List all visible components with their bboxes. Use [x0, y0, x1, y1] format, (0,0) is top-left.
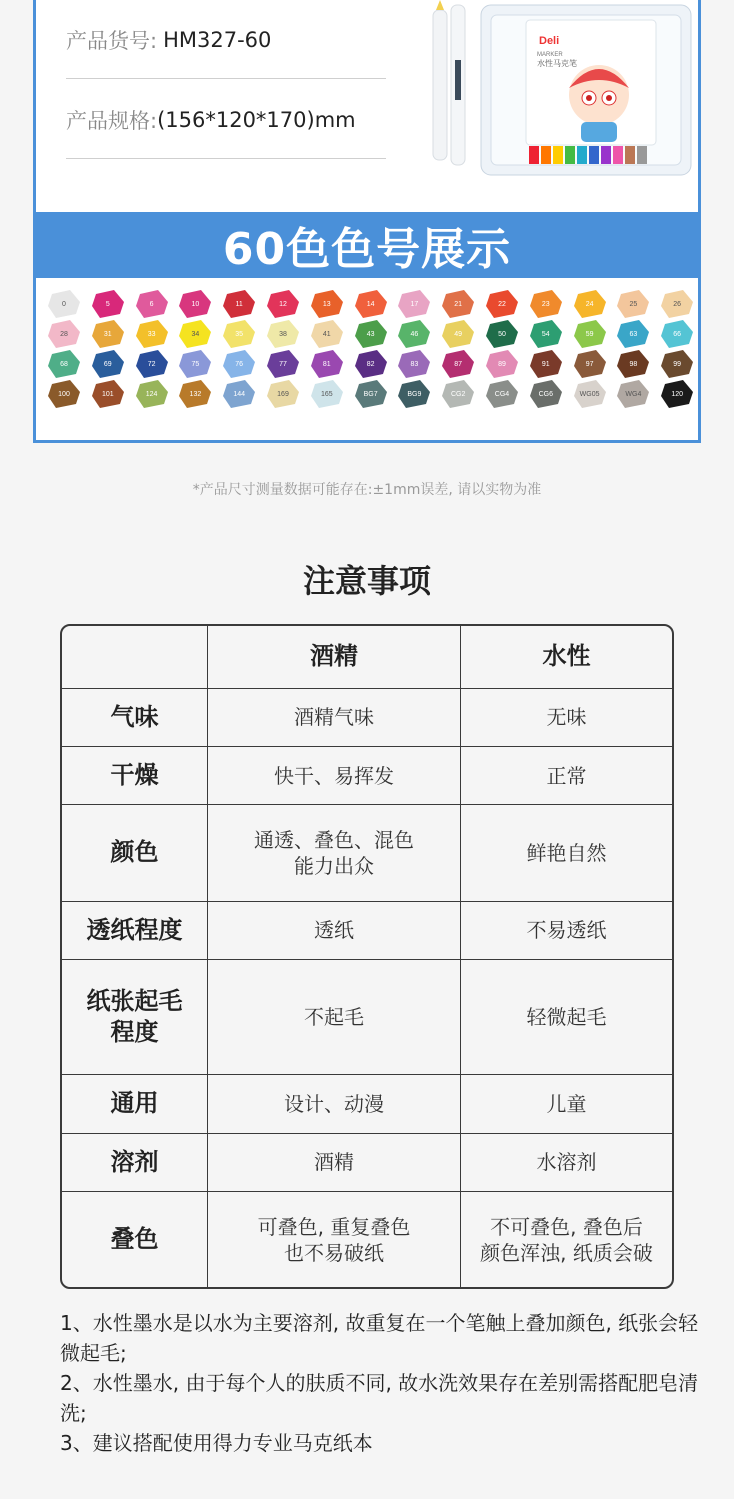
color-swatch — [221, 318, 257, 350]
color-swatch-code: 49 — [454, 330, 463, 338]
color-swatch-code: 13 — [322, 300, 331, 308]
table-cell: 轻微起毛 — [461, 960, 673, 1075]
color-swatch — [396, 378, 432, 410]
table-row — [62, 901, 672, 959]
color-swatch — [528, 318, 564, 350]
table-row-label: 通用 — [62, 1075, 208, 1133]
color-swatch — [615, 378, 651, 410]
color-swatch — [353, 288, 389, 320]
color-swatch — [134, 318, 170, 350]
color-swatch-code: 82 — [366, 360, 375, 368]
color-swatch — [90, 318, 126, 350]
color-swatch-code: 28 — [60, 330, 68, 338]
color-swatch — [353, 378, 389, 410]
measurement-note: *产品尺寸测量数据可能存在:±1mm误差, 请以实物为准 — [192, 482, 542, 498]
table-row — [62, 1133, 672, 1191]
color-swatch — [440, 288, 476, 320]
color-swatch — [615, 288, 651, 320]
pack-subtitle-text: MARKER — [537, 52, 563, 58]
color-swatch-code: 31 — [103, 330, 112, 338]
color-swatch-code: 0 — [62, 300, 66, 308]
color-swatch-code: 59 — [585, 330, 594, 338]
item-number-label: 产品货号: — [66, 29, 158, 53]
color-swatch — [309, 348, 345, 380]
table-header-cell — [62, 626, 208, 688]
comparison-table — [60, 624, 674, 1289]
color-swatch — [484, 318, 520, 350]
table-row-label: 颜色 — [62, 805, 208, 901]
table-header-row — [62, 626, 672, 688]
color-swatch — [484, 288, 520, 320]
color-swatch-code: 46 — [410, 330, 419, 338]
color-swatch — [528, 288, 564, 320]
color-swatch-code: 63 — [629, 330, 638, 338]
footnote-item: 1、水性墨水是以水为主要溶剂, 故重复在一个笔触上叠加颜色, 纸张会轻微起毛; — [60, 1311, 699, 1365]
table-row-label: 叠色 — [62, 1192, 208, 1287]
table-row — [62, 960, 672, 1075]
color-swatch-code: 24 — [585, 300, 594, 308]
table-header-cell: 水性 — [461, 626, 673, 688]
color-swatch — [265, 288, 301, 320]
color-swatch-code: 35 — [235, 330, 244, 338]
table-cell: 不易透纸 — [461, 901, 673, 959]
size-row — [66, 82, 386, 159]
color-swatch — [177, 318, 213, 350]
color-swatch-code: 10 — [191, 300, 200, 308]
table-row — [62, 1192, 672, 1287]
footnote-item: 2、水性墨水, 由于每个人的肤质不同, 故水洗效果存在差别需搭配肥皂清洗; — [60, 1371, 699, 1425]
table-cell: 快干、易挥发 — [208, 746, 461, 804]
color-swatch-code: 89 — [498, 360, 506, 368]
color-swatch — [440, 378, 476, 410]
color-swatch-code: 144 — [233, 390, 246, 398]
pack-title-text: 水性马克笔 — [537, 59, 577, 68]
table-cell: 可叠色, 重复叠色 也不易破纸 — [208, 1192, 461, 1287]
color-swatch-code: 25 — [629, 300, 638, 308]
color-swatch — [265, 318, 301, 350]
color-swatch-code: 81 — [322, 360, 331, 368]
color-swatch — [484, 348, 520, 380]
color-swatch-code: 132 — [189, 390, 202, 398]
color-swatch — [90, 288, 126, 320]
color-swatch — [440, 348, 476, 380]
color-swatch — [528, 348, 564, 380]
color-swatch-code: 87 — [454, 360, 463, 368]
color-swatch-code: 98 — [629, 360, 638, 368]
color-swatch-code: 12 — [279, 300, 287, 308]
color-swatch — [484, 378, 520, 410]
footnote-item: 3、建议搭配使用得力专业马克纸本 — [60, 1431, 373, 1455]
color-chart-banner: 60色色号展示 — [36, 212, 698, 278]
color-swatch — [265, 348, 301, 380]
product-image — [431, 0, 696, 185]
table-cell: 鲜艳自然 — [461, 805, 673, 901]
color-swatch — [615, 318, 651, 350]
table-row-label: 气味 — [62, 688, 208, 746]
color-swatch — [396, 348, 432, 380]
table-row — [62, 746, 672, 804]
color-swatch — [177, 288, 213, 320]
color-swatch — [134, 378, 170, 410]
table-cell: 设计、动漫 — [208, 1075, 461, 1133]
color-swatch-code: 75 — [191, 360, 200, 368]
color-swatch-code: 68 — [60, 360, 68, 368]
color-swatch-code: WG05 — [579, 390, 600, 398]
table-row — [62, 805, 672, 901]
table-cell: 通透、叠色、混色 能力出众 — [208, 805, 461, 901]
color-swatch-code: 21 — [454, 300, 463, 308]
color-swatch — [572, 378, 608, 410]
color-swatch-code: 34 — [191, 330, 200, 338]
color-swatch — [440, 318, 476, 350]
item-number-value: HM327-60 — [163, 28, 272, 52]
color-swatch — [615, 348, 651, 380]
color-swatch — [396, 318, 432, 350]
table-row-label: 纸张起毛 程度 — [62, 960, 208, 1075]
color-swatch — [309, 378, 345, 410]
table-cell: 透纸 — [208, 901, 461, 959]
color-swatch — [659, 288, 695, 320]
color-swatch — [46, 378, 82, 410]
table-header-cell: 酒精 — [208, 626, 461, 688]
color-swatch-code: 77 — [279, 360, 287, 368]
color-swatch — [528, 378, 564, 410]
color-swatch — [572, 288, 608, 320]
table-row — [62, 688, 672, 746]
color-swatch-code: 91 — [541, 360, 550, 368]
color-swatch — [221, 288, 257, 320]
color-swatch-code: 5 — [105, 300, 110, 308]
size-value: (156*120*170)mm — [157, 108, 356, 132]
color-swatch — [177, 378, 213, 410]
color-swatch — [134, 288, 170, 320]
table-row-label: 溶剂 — [62, 1133, 208, 1191]
color-swatch — [309, 288, 345, 320]
color-swatch — [221, 378, 257, 410]
color-swatch — [90, 348, 126, 380]
color-swatch-code: BG9 — [407, 390, 422, 398]
table-row — [62, 1075, 672, 1133]
product-spec-card — [33, 0, 701, 443]
color-swatch-code: 97 — [585, 360, 594, 368]
color-swatch-code: 54 — [541, 330, 550, 338]
color-swatch — [659, 378, 695, 410]
color-swatch — [659, 348, 695, 380]
table-cell: 水溶剂 — [461, 1133, 673, 1191]
table-cell: 酒精气味 — [208, 688, 461, 746]
color-swatch — [221, 348, 257, 380]
color-swatch — [572, 318, 608, 350]
color-swatch — [46, 288, 82, 320]
table-cell: 无味 — [461, 688, 673, 746]
color-swatch-code: 33 — [147, 330, 156, 338]
color-swatch-code: CG4 — [494, 390, 510, 398]
color-swatch-code: 169 — [277, 390, 289, 398]
table-cell: 正常 — [461, 746, 673, 804]
color-swatch-code: 6 — [149, 300, 154, 308]
color-swatch — [572, 348, 608, 380]
color-swatch-code: 38 — [279, 330, 287, 338]
color-swatch-code: 14 — [366, 300, 375, 308]
color-swatch — [265, 378, 301, 410]
color-swatch-code: 83 — [410, 360, 419, 368]
color-swatch — [177, 348, 213, 380]
color-swatch-code: 22 — [498, 300, 506, 308]
color-swatch — [90, 378, 126, 410]
table-cell: 不起毛 — [208, 960, 461, 1075]
color-swatch — [134, 348, 170, 380]
color-swatch-code: 11 — [235, 300, 243, 308]
color-swatch — [396, 288, 432, 320]
footnotes — [60, 1308, 700, 1458]
color-swatch-code: CG6 — [538, 390, 553, 398]
color-swatch — [309, 318, 345, 350]
table-cell: 儿童 — [461, 1075, 673, 1133]
color-swatch-code: 99 — [673, 360, 682, 368]
color-swatch-code: 100 — [58, 390, 70, 398]
color-swatch-code: 101 — [101, 390, 114, 398]
color-swatch — [46, 348, 82, 380]
color-swatch — [46, 318, 82, 350]
color-swatch-code: 66 — [673, 330, 682, 338]
color-swatch-code: BG7 — [363, 390, 378, 398]
table-row-label: 透纸程度 — [62, 901, 208, 959]
color-swatch-code: 43 — [366, 330, 375, 338]
color-swatch-code: 50 — [498, 330, 506, 338]
color-swatch-code: 26 — [673, 300, 682, 308]
table-cell: 酒精 — [208, 1133, 461, 1191]
color-swatch-code: 124 — [145, 390, 158, 398]
color-swatch — [659, 318, 695, 350]
color-swatch-code: WG4 — [625, 390, 642, 398]
item-number-row — [66, 2, 386, 79]
color-swatch-code: 76 — [235, 360, 244, 368]
color-swatch — [353, 318, 389, 350]
color-swatch-code: 120 — [671, 390, 684, 398]
table-cell: 不可叠色, 叠色后 颜色浑浊, 纸质会破 — [461, 1192, 673, 1287]
color-swatch-code: CG2 — [450, 390, 466, 398]
color-swatch-code: 69 — [103, 360, 112, 368]
color-swatch — [353, 348, 389, 380]
color-swatch-code: 23 — [541, 300, 550, 308]
size-label: 产品规格: — [66, 109, 158, 133]
color-swatch-code: 165 — [320, 390, 333, 398]
table-row-label: 干燥 — [62, 746, 208, 804]
brand-logo-text: Deli — [539, 35, 560, 47]
color-swatch-code: 17 — [410, 300, 419, 308]
color-swatch-code: 72 — [147, 360, 156, 368]
color-swatch-code: 41 — [322, 330, 331, 338]
section-title: 注意事项 — [302, 562, 431, 600]
